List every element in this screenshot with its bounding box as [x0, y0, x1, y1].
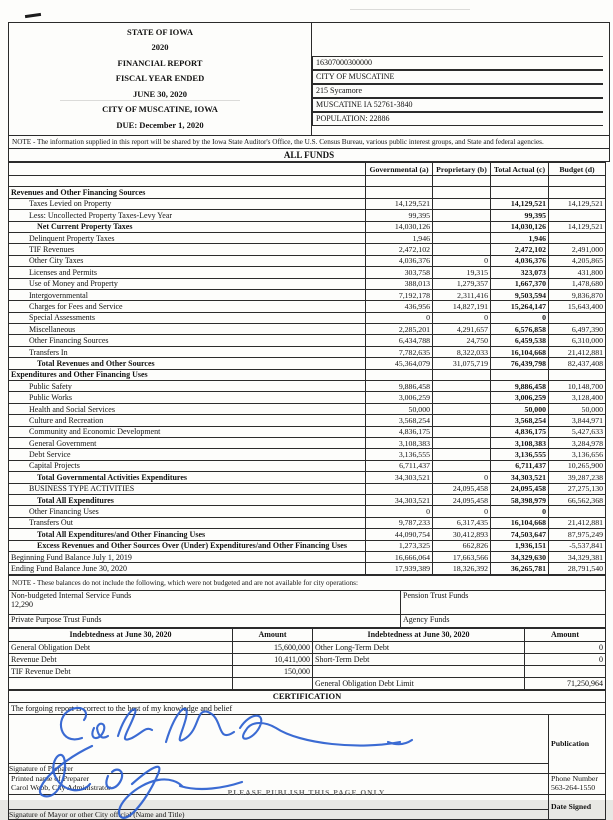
row-label — [9, 176, 366, 187]
table-row — [9, 381, 606, 392]
table-row — [9, 346, 606, 357]
table-row — [9, 494, 606, 505]
row-value-b: 8,322,033 — [433, 346, 491, 357]
row-value-a: 6,434,788 — [366, 335, 433, 346]
row-value-b — [433, 437, 491, 448]
row-value-d: 9,836,870 — [549, 289, 606, 300]
row-value-d — [549, 210, 606, 221]
row-value-d: 50,000 — [549, 403, 606, 414]
row-label: Total All Expenditures — [9, 494, 366, 505]
row-value-d — [549, 506, 606, 517]
table-row — [9, 426, 606, 437]
row-value-b — [433, 210, 491, 221]
row-value-c: 0 — [491, 312, 549, 323]
row-value-a — [366, 483, 433, 494]
mayor-signature-area — [9, 794, 549, 819]
preparer-signature-area — [9, 714, 549, 773]
row-value-a: 45,364,079 — [366, 358, 433, 369]
row-value-b — [433, 415, 491, 426]
indebtedness-label: General Obligation Debt Limit — [313, 677, 525, 689]
row-value-c: 4,036,376 — [491, 255, 549, 266]
header-line: STATE OF IOWA — [127, 26, 193, 37]
table-row — [9, 529, 606, 540]
row-value-c: 0 — [491, 506, 549, 517]
indebtedness-row — [9, 641, 606, 653]
entity-population-field: POPULATION: 22886 — [312, 112, 603, 126]
row-value-d: 2,491,000 — [549, 244, 606, 255]
row-value-a: 0 — [366, 312, 433, 323]
row-value-d: 6,497,390 — [549, 324, 606, 335]
row-value-a: 44,090,754 — [366, 529, 433, 540]
certification-title: CERTIFICATION — [9, 690, 606, 702]
non-budgeted-internal-service-funds-cell — [9, 590, 401, 614]
row-value-a: 99,395 — [366, 210, 433, 221]
indebtedness-right-amount-header: Amount — [525, 628, 606, 641]
indebtedness-label: Short-Term Debt — [313, 653, 525, 665]
row-label: Revenues and Other Financing Sources — [9, 187, 366, 198]
row-value-d: 6,310,000 — [549, 335, 606, 346]
row-value-a: 3,006,259 — [366, 392, 433, 403]
row-value-c: 34,329,630 — [491, 551, 549, 562]
header-line: FISCAL YEAR ENDED — [115, 73, 205, 84]
table-row — [9, 221, 606, 232]
row-label: Excess Revenues and Other Sources Over (Under) Expenditures/and Other Financing Uses — [9, 540, 366, 551]
row-value-b — [433, 176, 491, 187]
row-value-b — [433, 381, 491, 392]
row-value-a: 16,666,064 — [366, 551, 433, 562]
row-value-a: 3,136,555 — [366, 449, 433, 460]
indebtedness-row — [9, 653, 606, 665]
row-value-c: 14,030,126 — [491, 221, 549, 232]
row-value-a: 7,192,178 — [366, 289, 433, 300]
table-row — [9, 198, 606, 209]
row-value-c: 323,073 — [491, 267, 549, 278]
row-label: Public Safety — [9, 381, 366, 392]
row-value-c: 16,104,668 — [491, 346, 549, 357]
row-value-a: 1,946 — [366, 232, 433, 243]
date-signed-label: Date Signed — [549, 794, 606, 819]
row-value-b: 24,095,458 — [433, 494, 491, 505]
row-label: Community and Economic Development — [9, 426, 366, 437]
indebtedness-amount: 0 — [525, 641, 606, 653]
certification-statement: The forgoing report is correct to the best of my knowledge and belief — [9, 702, 606, 714]
row-value-c: 1,946 — [491, 232, 549, 243]
row-label: Intergovernmental — [9, 289, 366, 300]
indebtedness-label: General Obligation Debt — [9, 641, 233, 653]
entity-info-block — [312, 23, 610, 136]
row-value-c: 15,264,147 — [491, 301, 549, 312]
row-value-c: 50,000 — [491, 403, 549, 414]
row-value-c: 76,439,798 — [491, 358, 549, 369]
row-value-a: 34,303,521 — [366, 472, 433, 483]
row-value-d: 28,791,540 — [549, 563, 606, 574]
table-row — [9, 267, 606, 278]
publication-label: Publication — [549, 714, 606, 773]
row-value-d: 34,329,381 — [549, 551, 606, 562]
row-value-c: 14,129,521 — [491, 198, 549, 209]
row-value-d: 27,275,130 — [549, 483, 606, 494]
table-row — [9, 210, 606, 221]
scan-artifact — [350, 9, 470, 10]
row-label: Use of Money and Property — [9, 278, 366, 289]
table-row — [9, 392, 606, 403]
row-label: Ending Fund Balance June 30, 2020 — [9, 563, 366, 574]
row-label: Beginning Fund Balance July 1, 2019 — [9, 551, 366, 562]
row-value-c: 6,459,538 — [491, 335, 549, 346]
row-value-d: 87,975,249 — [549, 529, 606, 540]
table-row — [9, 244, 606, 255]
table-row — [9, 551, 606, 562]
header-line: CITY OF MUSCATINE, IOWA — [102, 104, 218, 115]
row-value-d: 21,412,881 — [549, 517, 606, 528]
row-label: Licenses and Permits — [9, 267, 366, 278]
table-row — [9, 358, 606, 369]
report-header — [8, 22, 610, 162]
row-value-b — [433, 403, 491, 414]
non-budgeted-label: Non-budgeted Internal Service Funds — [11, 590, 132, 600]
indebtedness-left-amount-header: Amount — [233, 628, 313, 641]
indebtedness-table — [8, 628, 606, 690]
pension-trust-funds-cell: Pension Trust Funds — [401, 590, 606, 614]
indebtedness-row — [9, 677, 606, 689]
private-purpose-trust-funds-cell: Private Purpose Trust Funds — [9, 614, 401, 627]
row-value-c: 6,576,858 — [491, 324, 549, 335]
printed-name-label: Printed name of Preparer — [11, 773, 90, 783]
row-value-a — [366, 176, 433, 187]
row-label: Total Revenues and Other Sources — [9, 358, 366, 369]
row-value-c: 74,503,647 — [491, 529, 549, 540]
row-value-d: 3,284,978 — [549, 437, 606, 448]
indebtedness-label: Revenue Debt — [9, 653, 233, 665]
indebtedness-amount — [233, 677, 313, 689]
row-value-b: 0 — [433, 312, 491, 323]
entity-name-field: CITY OF MUSCATINE — [312, 70, 603, 84]
table-row — [9, 449, 606, 460]
row-value-a: 50,000 — [366, 403, 433, 414]
row-value-d — [549, 369, 606, 380]
row-value-b: 18,326,392 — [433, 563, 491, 574]
row-value-a: 6,711,437 — [366, 460, 433, 471]
row-value-b: 24,750 — [433, 335, 491, 346]
row-value-a: 9,787,233 — [366, 517, 433, 528]
row-label: Transfers In — [9, 346, 366, 357]
proprietary-column-header: Proprietary (b) — [433, 163, 491, 176]
row-value-c: 4,836,175 — [491, 426, 549, 437]
row-value-c: 9,886,458 — [491, 381, 549, 392]
table-row — [9, 517, 606, 528]
row-value-c: 6,711,437 — [491, 460, 549, 471]
table-row — [9, 415, 606, 426]
entity-citystate-field: MUSCATINE IA 52761-3840 — [312, 98, 603, 112]
header-line: 2020 — [151, 42, 169, 53]
all-funds-tbody — [9, 176, 606, 575]
table-row — [9, 176, 606, 187]
indebtedness-row — [9, 665, 606, 677]
table-row — [9, 460, 606, 471]
table-row — [9, 312, 606, 323]
row-value-a: 3,108,383 — [366, 437, 433, 448]
indebtedness-header-row — [9, 628, 606, 641]
entity-id-field: 16307000300000 — [312, 56, 603, 70]
row-value-c: 99,395 — [491, 210, 549, 221]
table-row — [9, 472, 606, 483]
indebtedness-left-header: Indebtedness at June 30, 2020 — [9, 628, 233, 641]
row-value-d: 431,800 — [549, 267, 606, 278]
row-value-b — [433, 232, 491, 243]
indebtedness-right-header: Indebtedness at June 30, 2020 — [313, 628, 525, 641]
row-value-a: 14,129,521 — [366, 198, 433, 209]
indebtedness-amount: 150,000 — [233, 665, 313, 677]
row-value-a: 2,472,102 — [366, 244, 433, 255]
table-row — [9, 289, 606, 300]
row-label: Net Current Property Taxes — [9, 221, 366, 232]
agency-funds-cell: Agency Funds — [401, 614, 606, 627]
row-label: Expenditures and Other Financing Uses — [9, 369, 366, 380]
row-value-a: 2,285,201 — [366, 324, 433, 335]
row-value-c: 16,104,668 — [491, 517, 549, 528]
row-value-b: 2,311,416 — [433, 289, 491, 300]
all-funds-title: ALL FUNDS — [9, 149, 610, 162]
row-value-b — [433, 369, 491, 380]
row-value-c — [491, 369, 549, 380]
row-value-d: 39,287,238 — [549, 472, 606, 483]
row-value-c: 3,108,383 — [491, 437, 549, 448]
header-line: JUNE 30, 2020 — [132, 88, 188, 99]
row-value-a — [366, 369, 433, 380]
row-value-b — [433, 244, 491, 255]
row-value-d: 21,412,881 — [549, 346, 606, 357]
mayor-signature-label: Signature of Mayor or other City official (Name and Title) — [9, 809, 185, 819]
row-value-a: 7,782,635 — [366, 346, 433, 357]
row-value-a: 9,886,458 — [366, 381, 433, 392]
report-title-block — [9, 23, 312, 136]
row-label: TIF Revenues — [9, 244, 366, 255]
row-value-d: 10,265,900 — [549, 460, 606, 471]
row-value-a: 17,939,389 — [366, 563, 433, 574]
row-value-d — [549, 232, 606, 243]
indebtedness-amount: 71,250,964 — [525, 677, 606, 689]
all-funds-table — [8, 162, 606, 575]
certification-section — [8, 690, 606, 820]
row-value-b — [433, 221, 491, 232]
row-label: Other City Taxes — [9, 255, 366, 266]
note-banner: NOTE - The information supplied in this report will be shared by the Iowa State Auditor's Office, the U.S. Census Bureau, various public interest groups, and State and federal agencies. — [9, 136, 610, 149]
indebtedness-amount: 10,411,000 — [233, 653, 313, 665]
table-row — [9, 324, 606, 335]
row-value-b — [433, 460, 491, 471]
row-label: Transfers Out — [9, 517, 366, 528]
non-budgeted-funds-section — [8, 575, 606, 628]
footer-publish-note: PLEASE PUBLISH THIS PAGE ONLY — [227, 788, 386, 797]
row-label: Capital Projects — [9, 460, 366, 471]
row-label: Total Governmental Activities Expenditures — [9, 472, 366, 483]
non-budgeted-value: 12,290 — [11, 599, 33, 609]
row-label: Taxes Levied on Property — [9, 198, 366, 209]
row-value-a: 1,273,325 — [366, 540, 433, 551]
indebtedness-label — [9, 677, 233, 689]
row-value-b: 24,095,458 — [433, 483, 491, 494]
row-value-c: 34,303,521 — [491, 472, 549, 483]
indebtedness-label: TIF Revenue Debt — [9, 665, 233, 677]
header-line: FINANCIAL REPORT — [117, 57, 203, 68]
governmental-column-header: Governmental (a) — [366, 163, 433, 176]
row-value-b: 0 — [433, 255, 491, 266]
row-label: Miscellaneous — [9, 324, 366, 335]
row-label-column-header — [9, 163, 366, 176]
row-label: Charges for Fees and Service — [9, 301, 366, 312]
row-value-c: 3,568,254 — [491, 415, 549, 426]
row-value-b — [433, 426, 491, 437]
printed-name-value: Carol Webb, City Administrator — [11, 783, 111, 793]
row-value-b: 14,827,191 — [433, 301, 491, 312]
header-line: DUE: December 1, 2020 — [116, 119, 204, 130]
phone-number-label: Phone Number — [551, 773, 598, 783]
row-value-c: 3,006,259 — [491, 392, 549, 403]
row-value-b — [433, 449, 491, 460]
row-label: Special Assessments — [9, 312, 366, 323]
table-row — [9, 506, 606, 517]
row-value-d: 3,128,400 — [549, 392, 606, 403]
indebtedness-amount: 0 — [525, 653, 606, 665]
row-value-d: 66,562,368 — [549, 494, 606, 505]
row-value-a: 303,758 — [366, 267, 433, 278]
row-label: Culture and Recreation — [9, 415, 366, 426]
row-value-d — [549, 187, 606, 198]
row-value-d: 82,437,408 — [549, 358, 606, 369]
row-value-a: 4,036,376 — [366, 255, 433, 266]
row-value-b: 30,412,893 — [433, 529, 491, 540]
row-value-d: -5,537,841 — [549, 540, 606, 551]
row-value-d: 14,129,521 — [549, 221, 606, 232]
indebtedness-amount — [525, 665, 606, 677]
row-value-b: 4,291,657 — [433, 324, 491, 335]
row-value-a: 34,303,521 — [366, 494, 433, 505]
row-value-b: 1,279,357 — [433, 278, 491, 289]
row-value-c: 1,667,370 — [491, 278, 549, 289]
row-value-c: 2,472,102 — [491, 244, 549, 255]
row-value-a: 436,956 — [366, 301, 433, 312]
row-value-d: 15,643,400 — [549, 301, 606, 312]
table-row — [9, 278, 606, 289]
row-value-a: 14,030,126 — [366, 221, 433, 232]
row-value-d: 3,844,971 — [549, 415, 606, 426]
row-value-c: 3,136,555 — [491, 449, 549, 460]
row-value-b — [433, 187, 491, 198]
row-value-c — [491, 187, 549, 198]
row-value-b: 662,826 — [433, 540, 491, 551]
row-value-d: 10,148,700 — [549, 381, 606, 392]
total-actual-column-header: Total Actual (c) — [491, 163, 549, 176]
table-row — [9, 187, 606, 198]
budget-column-header: Budget (d) — [549, 163, 606, 176]
row-value-b: 17,663,566 — [433, 551, 491, 562]
row-label: Health and Social Services — [9, 403, 366, 414]
row-value-c: 36,265,781 — [491, 563, 549, 574]
row-value-a — [366, 187, 433, 198]
row-value-b: 0 — [433, 506, 491, 517]
indebtedness-amount: 15,600,000 — [233, 641, 313, 653]
row-value-c — [491, 176, 549, 187]
row-value-c: 1,936,151 — [491, 540, 549, 551]
table-row — [9, 335, 606, 346]
table-row — [9, 232, 606, 243]
row-label: General Government — [9, 437, 366, 448]
row-value-d: 5,427,633 — [549, 426, 606, 437]
indebtedness-label: Other Long-Term Debt — [313, 641, 525, 653]
table-row — [9, 369, 606, 380]
row-value-d: 1,478,680 — [549, 278, 606, 289]
note2-banner: NOTE - These balances do not include the following, which were not budgeted and are not available for city operations: — [9, 575, 606, 590]
row-label: Less: Uncollected Property Taxes-Levy Year — [9, 210, 366, 221]
row-label: Debt Service — [9, 449, 366, 460]
row-label: Total All Expenditures/and Other Financing Uses — [9, 529, 366, 540]
row-value-a: 4,836,175 — [366, 426, 433, 437]
row-label: BUSINESS TYPE ACTIVITIES — [9, 483, 366, 494]
table-row — [9, 437, 606, 448]
column-header-row — [9, 163, 606, 176]
phone-number-value: 563-264-1550 — [551, 783, 596, 793]
table-row — [9, 483, 606, 494]
scan-artifact — [25, 13, 41, 18]
preparer-signature-box — [9, 715, 548, 764]
row-value-c: 58,398,979 — [491, 494, 549, 505]
row-label: Public Works — [9, 392, 366, 403]
row-value-c: 24,095,458 — [491, 483, 549, 494]
row-value-c: 9,503,594 — [491, 289, 549, 300]
row-value-a: 0 — [366, 506, 433, 517]
row-value-a: 388,013 — [366, 278, 433, 289]
entity-address-field: 215 Sycamore — [312, 84, 603, 98]
row-label: Other Financing Uses — [9, 506, 366, 517]
row-value-b: 6,317,435 — [433, 517, 491, 528]
report-body — [8, 22, 605, 820]
row-value-d — [549, 176, 606, 187]
row-value-a: 3,568,254 — [366, 415, 433, 426]
row-value-b — [433, 198, 491, 209]
table-row — [9, 540, 606, 551]
table-row — [9, 255, 606, 266]
row-value-b: 0 — [433, 472, 491, 483]
row-value-d — [549, 312, 606, 323]
row-value-b: 19,315 — [433, 267, 491, 278]
table-row — [9, 301, 606, 312]
row-value-b: 31,075,719 — [433, 358, 491, 369]
row-label: Other Financing Sources — [9, 335, 366, 346]
indebtedness-tbody — [9, 641, 606, 689]
signature-of-preparer-label: Signature of Preparer — [9, 763, 74, 773]
row-value-b — [433, 392, 491, 403]
table-row — [9, 403, 606, 414]
table-row — [9, 563, 606, 574]
row-value-d: 3,136,656 — [549, 449, 606, 460]
row-value-d: 14,129,521 — [549, 198, 606, 209]
indebtedness-label — [313, 665, 525, 677]
row-value-d: 4,205,865 — [549, 255, 606, 266]
row-label: Delinquent Property Taxes — [9, 232, 366, 243]
